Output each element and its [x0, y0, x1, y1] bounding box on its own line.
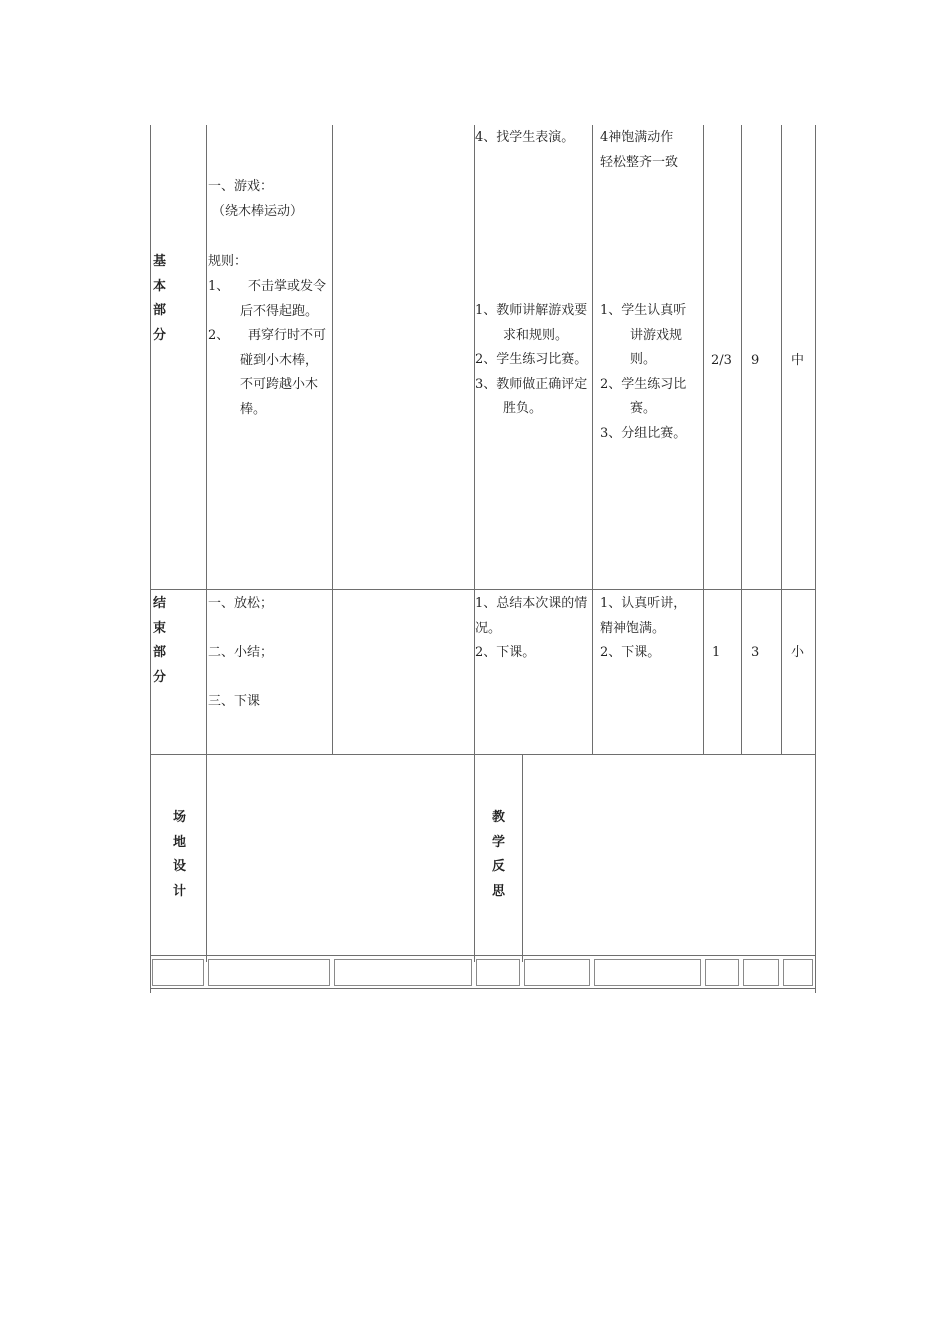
table-border-bottom [150, 988, 816, 989]
minutes-value: 3 [751, 645, 760, 660]
intensity-value: 中 [791, 353, 805, 368]
column-divider [206, 125, 207, 962]
game-title: 一、游戏： [208, 179, 274, 194]
column-divider [474, 125, 475, 962]
student-activity-top: 4神饱满动作 轻松整齐一致 [600, 130, 679, 170]
intensity-value: 小 [791, 645, 805, 660]
teaching-reflection-label: 教 学 反 思 [492, 810, 506, 899]
end-section-label: 结 束 部 分 [153, 596, 167, 685]
times-value: 1 [712, 645, 721, 660]
column-divider [522, 755, 523, 962]
end-content-item: 一、放松； [208, 596, 274, 611]
empty-cell [743, 959, 779, 986]
game-name: （绕木棒运动） [212, 204, 304, 219]
end-content-item: 三、下课 [208, 694, 261, 709]
rule-number: 1、 [208, 279, 230, 294]
teacher-activity-list: 1、教师讲解游戏要 求和规则。 2、学生练习比赛。 3、教师做正确评定 胜负。 [475, 303, 588, 416]
empty-cell [152, 959, 204, 986]
rules-label: 规则： [208, 254, 248, 269]
minutes-value: 9 [751, 353, 760, 368]
empty-cell [334, 959, 472, 986]
empty-cell [524, 959, 590, 986]
venue-design-label: 场 地 设 计 [173, 810, 187, 899]
end-content-item: 二、小结； [208, 645, 274, 660]
end-teacher-activity: 1、总结本次课的情 况。 2、下课。 [475, 596, 588, 660]
row-divider [150, 589, 816, 590]
column-divider [592, 125, 593, 755]
teacher-activity: 4、找学生表演。 [475, 130, 575, 145]
table-border-left [150, 125, 151, 993]
column-divider [332, 125, 333, 755]
empty-cell [208, 959, 330, 986]
table-border-right [815, 125, 816, 993]
column-divider [703, 125, 704, 755]
row-divider [150, 955, 816, 956]
empty-cell [705, 959, 739, 986]
empty-cell [594, 959, 701, 986]
empty-cell [783, 959, 813, 986]
rule-1-text: 不击掌或发令 后不得起跑。 [240, 279, 327, 319]
basic-section-label: 基 本 部 分 [153, 254, 167, 343]
end-student-activity: 1、认真听讲， 精神饱满。 2、下课。 [600, 596, 687, 660]
rule-2-text: 再穿行时不可 碰到小木棒， 不可跨越小木 棒。 [240, 328, 327, 417]
column-divider [781, 125, 782, 755]
empty-cell [476, 959, 520, 986]
row-divider [150, 754, 816, 755]
rule-number: 2、 [208, 328, 230, 343]
student-activity-list: 1、学生认真听 讲游戏规 则。 2、学生练习比 赛。 3、分组比赛。 [600, 303, 687, 441]
column-divider [741, 125, 742, 755]
times-value: 2/3 [711, 353, 732, 368]
